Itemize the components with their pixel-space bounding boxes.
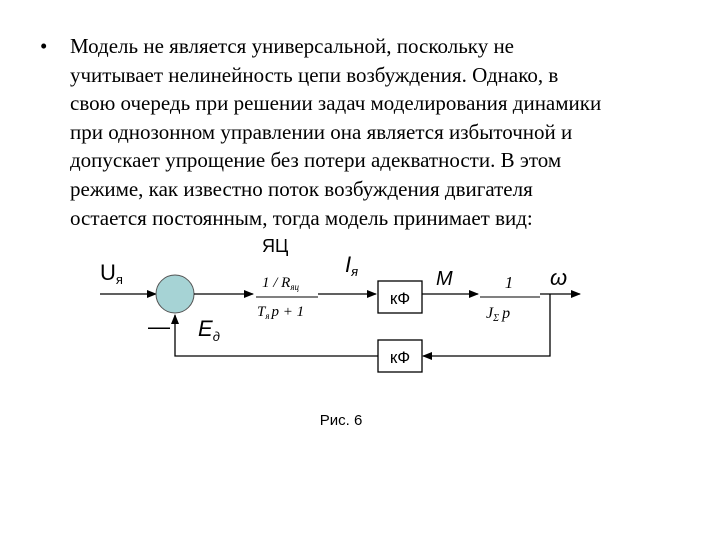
text-line: свою очередь при решении задач моделирования динамики <box>70 91 602 116</box>
tf2-den-rest: p <box>502 305 511 322</box>
feedback-emf-main: E <box>198 316 213 341</box>
bullet-marker: • <box>40 34 48 58</box>
tf1-denominator <box>257 304 304 321</box>
input-label <box>100 260 123 287</box>
text-line: учитывает нелинейность цепи возбуждения. Однако, в <box>70 62 559 87</box>
block-label: ЯЦ <box>262 236 289 256</box>
minus-sign: — <box>148 314 170 339</box>
tf2-denominator <box>486 305 510 324</box>
feedback-line-right <box>423 294 550 356</box>
text-line: при однозонном управлении она является избыточной и <box>70 119 573 144</box>
tf2-den-sub: Σ <box>493 313 500 324</box>
summing-junction <box>156 275 194 313</box>
text-line: Модель не является универсальной, поскольку не <box>70 34 515 58</box>
text-line: допускает упрощение без потери адекватности. В этом <box>70 148 562 173</box>
tf1-num-main: 1 / R <box>262 275 291 291</box>
figure-caption: Рис. 6 <box>319 412 363 429</box>
tf1-numerator <box>262 275 300 292</box>
feedback-emf-label <box>198 316 220 344</box>
kf-forward-label: кФ <box>389 289 411 308</box>
text-line: режиме, как известно поток возбуждения двигателя <box>70 176 533 201</box>
tf2-den-main: J <box>486 305 494 322</box>
current-label <box>345 252 358 279</box>
tf1-den-rest: p + 1 <box>271 304 305 320</box>
input-label-main: U <box>100 260 116 285</box>
feedback-emf-sub: д <box>212 329 220 344</box>
text-line: остается постоянным, тогда модель принимает вид: <box>70 205 533 230</box>
tf1-den-main: T <box>257 304 266 320</box>
current-label-main: I <box>345 252 352 277</box>
tf1-num-sub: яц <box>290 282 300 292</box>
tf1-den-sub: я <box>265 311 270 321</box>
torque-label: M <box>436 268 453 290</box>
input-label-sub: я <box>115 272 123 287</box>
kf-feedback-label: кФ <box>389 348 411 367</box>
tf2-numerator: 1 <box>504 273 514 292</box>
speed-label: ω <box>550 265 568 290</box>
current-label-sub: я <box>351 264 359 279</box>
transfer-function-mechanical <box>480 273 540 324</box>
transfer-function-armature <box>256 275 318 321</box>
